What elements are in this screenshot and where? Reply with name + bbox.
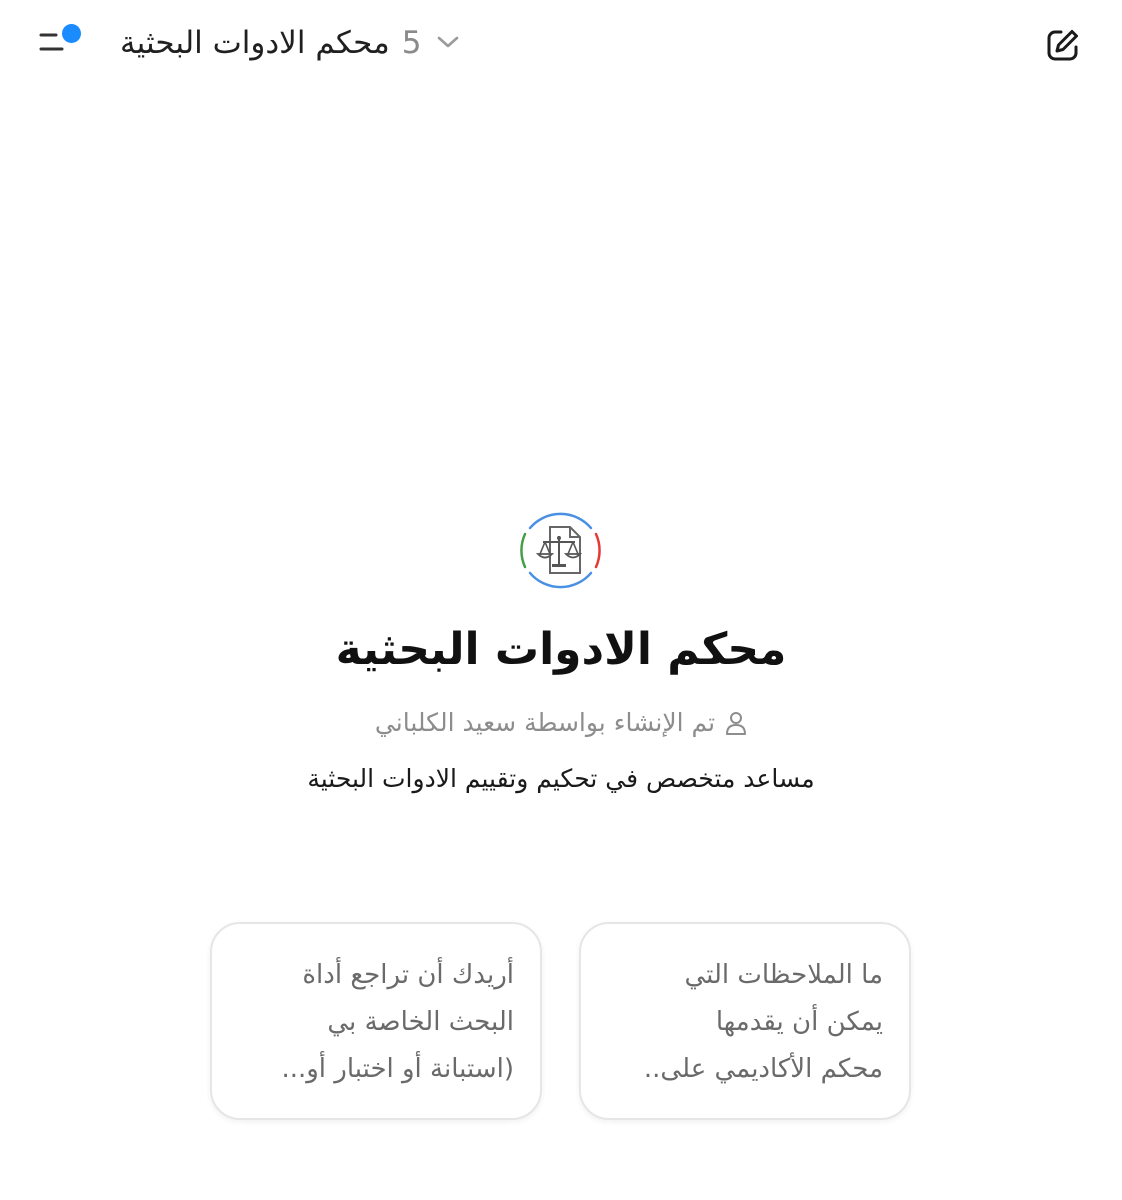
- new-chat-button[interactable]: [1040, 22, 1086, 68]
- gpt-description: مساعد متخصص في تحكيم وتقييم الادوات البحثية: [307, 764, 815, 793]
- suggestion-card[interactable]: [579, 922, 911, 1120]
- notification-dot: [62, 24, 81, 43]
- creator-line: [0, 708, 1122, 737]
- compose-edit-icon: [1045, 27, 1081, 63]
- suggestion-text: ما الملاحظات التي يمكن أن يقدمها محكم الأكاديمي على..: [643, 960, 883, 1084]
- gpt-version: 5: [401, 25, 422, 61]
- gpt-logo: [510, 500, 611, 601]
- suggestion-card[interactable]: [210, 922, 542, 1120]
- suggestion-text: أريدك أن تراجع أداة البحث الخاصة بي (استبانة أو اختبار أو...: [281, 960, 514, 1084]
- sidebar-menu-icon: [32, 20, 88, 64]
- scales-of-justice-document-icon: [510, 500, 611, 601]
- chevron-down-icon: [435, 33, 461, 55]
- gpt-name: محكم الادوات البحثية: [335, 624, 787, 675]
- sidebar-menu-button[interactable]: [32, 20, 88, 64]
- person-icon: [725, 710, 747, 736]
- gpt-title: محكم الادوات البحثية: [120, 25, 390, 61]
- model-selector[interactable]: [120, 16, 461, 70]
- creator-text: تم الإنشاء بواسطة سعيد الكلباني: [374, 708, 716, 737]
